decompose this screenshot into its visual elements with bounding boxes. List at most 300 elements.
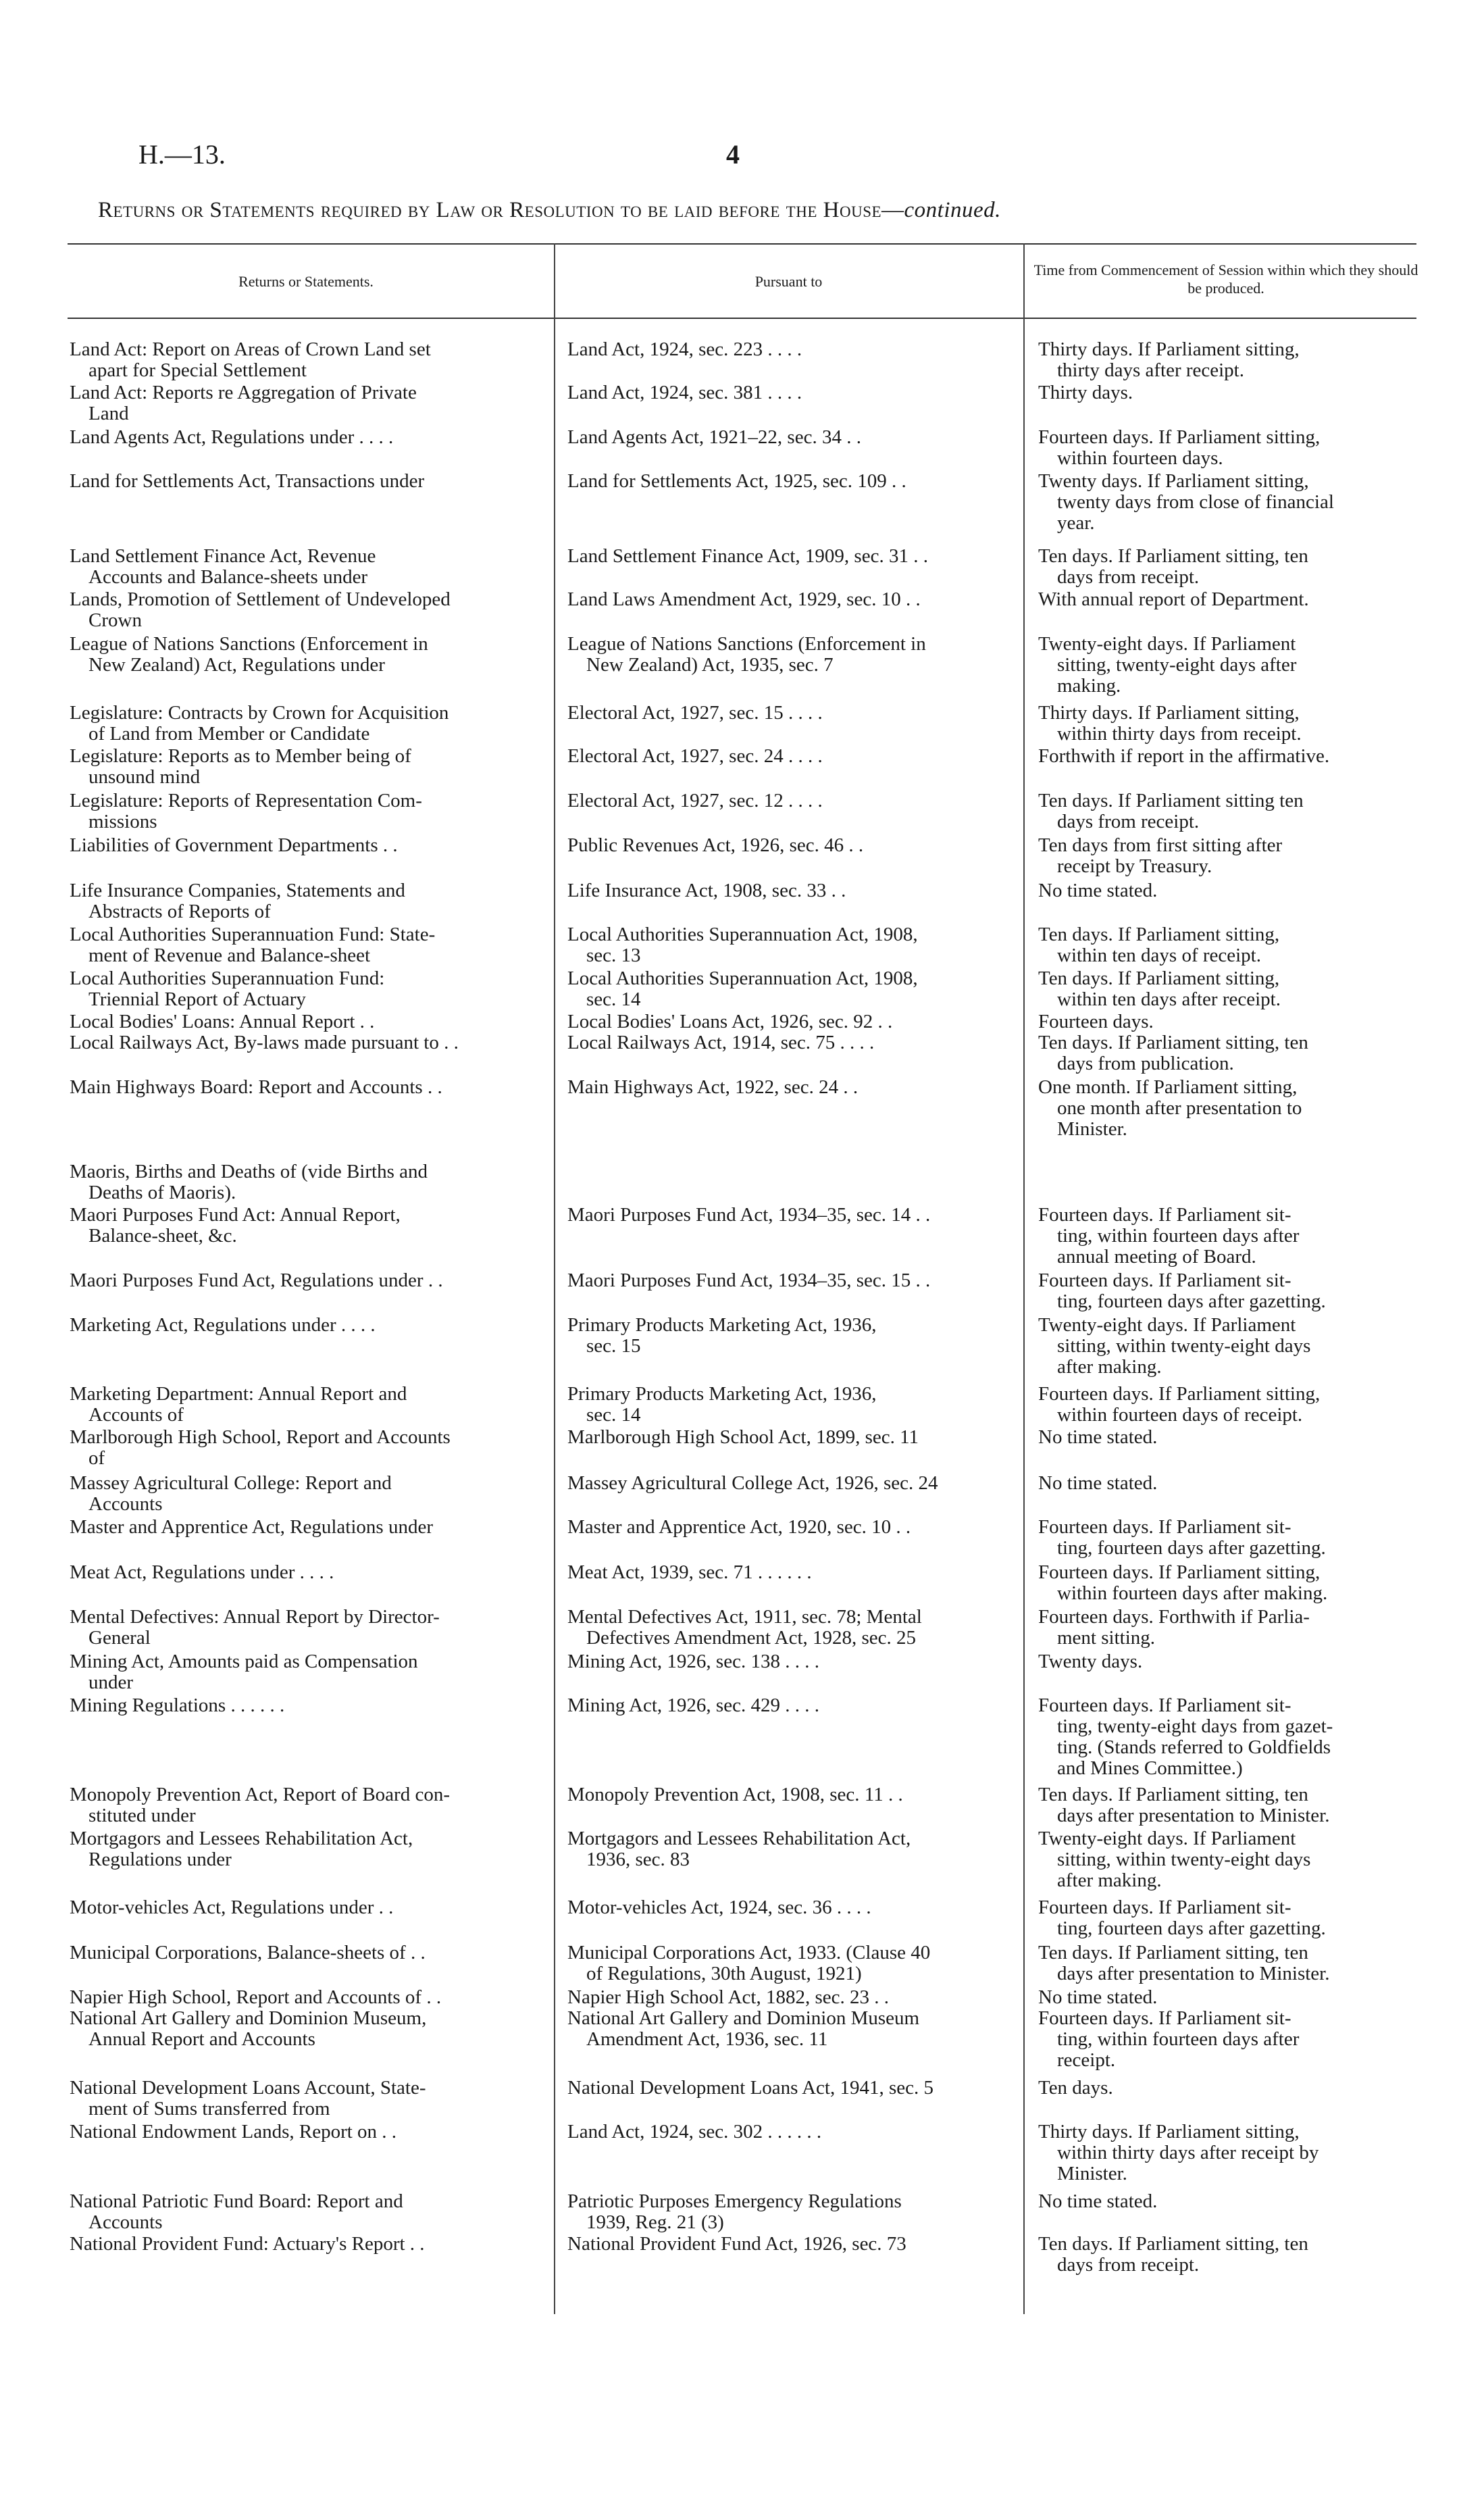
cell-line: New Zealand) Act, 1935, sec. 7 [586, 654, 834, 676]
returns-cell [70, 1828, 542, 1870]
cell-line: With annual report of Department. [1038, 588, 1309, 610]
returns-cell [70, 1943, 542, 1963]
cell-line: of Regulations, 30th August, 1921) [586, 1963, 862, 1984]
pursuant-cell [567, 546, 1006, 567]
cell-line: Accounts of [88, 1404, 184, 1426]
cell-line: days from receipt. [1057, 811, 1200, 832]
cell-line: 1939, Reg. 21 (3) [586, 2211, 724, 2233]
returns-cell [70, 703, 542, 745]
cell-line: Fourteen days. If Parliament sit- [1038, 1204, 1291, 1226]
cell-line: Municipal Corporations, Balance-sheets of . . [70, 1942, 426, 1963]
cell-line: days from publication. [1057, 1053, 1234, 1074]
cell-line: National Development Loans Act, 1941, sec. 5 [567, 2077, 934, 2099]
cell-line: ment sitting. [1057, 1627, 1155, 1649]
pursuant-cell [567, 1943, 1006, 1984]
pursuant-cell [567, 382, 1006, 403]
cell-line: Ten days. If Parliament sitting, [1038, 924, 1280, 945]
cell-line: Fourteen days. Forthwith if Parlia- [1038, 1606, 1310, 1628]
returns-cell [70, 968, 542, 1010]
pursuant-cell [567, 1784, 1006, 1805]
cell-line: days after presentation to Minister. [1057, 1963, 1330, 1984]
returns-cell [70, 546, 542, 588]
time-cell [1038, 589, 1416, 610]
cell-line: No time stated. [1038, 880, 1158, 901]
column-header-time: Time from Commencement of Session within which they should be produced. [1033, 261, 1418, 297]
cell-line: Monopoly Prevention Act, Report of Board con- [70, 1784, 450, 1805]
pursuant-cell [567, 1315, 1006, 1357]
cell-line: National Provident Fund Act, 1926, sec. 73 [567, 2233, 906, 2255]
cell-line: Mining Act, 1926, sec. 138 . . . . [567, 1651, 819, 1672]
time-cell [1038, 2008, 1416, 2071]
cell-line: Crown [88, 609, 142, 631]
cell-line: Main Highways Board: Report and Accounts . . [70, 1076, 442, 1098]
cell-line: Land Act, 1924, sec. 381 . . . . [567, 382, 802, 403]
cell-line: League of Nations Sanctions (Enforcement in [567, 633, 926, 655]
cell-line: Accounts and Balance-sheets under [88, 566, 368, 588]
cell-line: after making. [1057, 1356, 1162, 1378]
returns-cell [70, 1011, 542, 1032]
time-cell [1038, 1270, 1416, 1312]
cell-line: Annual Report and Accounts [88, 2028, 315, 2050]
pursuant-cell [567, 634, 1006, 676]
cell-line: Minister. [1057, 1118, 1127, 1140]
pursuant-cell [567, 2008, 1006, 2050]
time-cell [1038, 1517, 1416, 1559]
cell-line: Lands, Promotion of Settlement of Undeveloped [70, 588, 451, 610]
header-top-rule [68, 243, 1416, 245]
time-cell [1038, 1651, 1416, 1672]
cell-line: Ten days. If Parliament sitting, ten [1038, 2233, 1308, 2255]
cell-line: Electoral Act, 1927, sec. 12 . . . . [567, 790, 823, 811]
cell-line: Maori Purposes Fund Act: Annual Report, [70, 1204, 401, 1226]
returns-cell [70, 1427, 542, 1469]
cell-line: after making. [1057, 1870, 1162, 1891]
cell-line: Napier High School, Report and Accounts of . . [70, 1986, 442, 2008]
cell-line: sec. 13 [586, 945, 641, 966]
cell-line: ting, fourteen days after gazetting. [1057, 1290, 1326, 1312]
cell-line: Ten days. If Parliament sitting, ten [1038, 545, 1308, 567]
cell-line: Minister. [1057, 2163, 1127, 2184]
returns-cell [70, 791, 542, 832]
cell-line: Fourteen days. If Parliament sitting, [1038, 1561, 1321, 1583]
pursuant-cell [567, 2191, 1006, 2233]
cell-line: ting, fourteen days after gazetting. [1057, 1537, 1326, 1559]
cell-line: National Patriotic Fund Board: Report and [70, 2190, 403, 2212]
cell-line: National Development Loans Account, State- [70, 2077, 426, 2099]
pursuant-cell [567, 1205, 1006, 1226]
cell-line: Maori Purposes Fund Act, 1934–35, sec. 14 . . [567, 1204, 931, 1226]
cell-line: Land Settlement Finance Act, 1909, sec. 31 . . [567, 545, 928, 567]
pursuant-cell [567, 791, 1006, 811]
cell-line: Twenty days. [1038, 1651, 1143, 1672]
returns-cell [70, 835, 542, 856]
cell-line: Fourteen days. If Parliament sit- [1038, 1516, 1291, 1538]
time-cell [1038, 703, 1416, 745]
pursuant-cell [567, 2122, 1006, 2142]
returns-cell [70, 2078, 542, 2120]
cell-line: within fourteen days after making. [1057, 1582, 1328, 1604]
pursuant-cell [567, 1897, 1006, 1918]
cell-line: Mortgagors and Lessees Rehabilitation Act, [70, 1828, 413, 1849]
cell-line: Marketing Act, Regulations under . . . . [70, 1314, 376, 1336]
cell-line: within ten days after receipt. [1057, 988, 1281, 1010]
returns-cell [70, 589, 542, 631]
cell-line: Ten days. [1038, 2077, 1113, 2099]
cell-line: Abstracts of Reports of [88, 901, 271, 922]
pursuant-cell [567, 1077, 1006, 1098]
page-title [98, 198, 1381, 223]
cell-line: Life Insurance Act, 1908, sec. 33 . . [567, 880, 846, 901]
pursuant-cell [567, 1384, 1006, 1426]
pursuant-cell [567, 1987, 1006, 2008]
time-cell [1038, 1384, 1416, 1426]
cell-line: Ten days. If Parliament sitting, [1038, 968, 1280, 989]
cell-line: Patriotic Purposes Emergency Regulations [567, 2190, 902, 2212]
pursuant-cell [567, 1473, 1006, 1494]
cell-line: No time stated. [1038, 1426, 1158, 1448]
cell-line: Maori Purposes Fund Act, Regulations under . . [70, 1270, 443, 1291]
cell-line: Twenty-eight days. If Parliament [1038, 633, 1296, 655]
cell-line: Thirty days. If Parliament sitting, [1038, 2121, 1300, 2142]
returns-cell [70, 1987, 542, 2008]
cell-line: New Zealand) Act, Regulations under [88, 654, 385, 676]
pursuant-cell [567, 2234, 1006, 2255]
cell-line: Local Bodies' Loans Act, 1926, sec. 92 . . [567, 1011, 893, 1032]
returns-cell [70, 427, 542, 448]
column-header-pursuant: Pursuant to [754, 273, 823, 290]
cell-line: ting, within fourteen days after [1057, 1225, 1300, 1247]
pursuant-cell [567, 1695, 1006, 1716]
pursuant-cell [567, 339, 1006, 360]
cell-line: unsound mind [88, 766, 201, 788]
cell-line: Land Settlement Finance Act, Revenue [70, 545, 376, 567]
pursuant-cell [567, 703, 1006, 724]
returns-cell [70, 2008, 542, 2050]
cell-line: within ten days of receipt. [1057, 945, 1261, 966]
cell-line: Primary Products Marketing Act, 1936, [567, 1383, 877, 1405]
time-cell [1038, 1607, 1416, 1649]
cell-line: thirty days after receipt. [1057, 359, 1244, 381]
returns-cell [70, 1077, 542, 1098]
cell-line: Maori Purposes Fund Act, 1934–35, sec. 15 . . [567, 1270, 931, 1291]
cell-line: Napier High School Act, 1882, sec. 23 . . [567, 1986, 890, 2008]
title-continued: continued. [904, 198, 1001, 222]
cell-line: within thirty days after receipt by [1057, 2142, 1319, 2163]
cell-line: missions [88, 811, 157, 832]
cell-line: Local Bodies' Loans: Annual Report . . [70, 1011, 375, 1032]
time-cell [1038, 835, 1416, 877]
cell-line: Local Authorities Superannuation Fund: State- [70, 924, 436, 945]
cell-line: Land for Settlements Act, Transactions under [70, 470, 425, 492]
returns-cell [70, 382, 542, 424]
cell-line: Fourteen days. [1038, 1011, 1154, 1032]
column-divider-1 [554, 243, 555, 2314]
cell-line: Local Railways Act, 1914, sec. 75 . . . . [567, 1032, 875, 1053]
cell-line: sec. 14 [586, 1404, 641, 1426]
returns-cell [70, 634, 542, 676]
cell-line: Local Authorities Superannuation Act, 1908, [567, 924, 918, 945]
cell-line: Thirty days. [1038, 382, 1133, 403]
cell-line: ting. (Stands referred to Goldfields [1057, 1736, 1331, 1758]
cell-line: ting, fourteen days after gazetting. [1057, 1918, 1326, 1939]
returns-cell [70, 1562, 542, 1583]
returns-cell [70, 2122, 542, 2142]
cell-line: within fourteen days. [1057, 447, 1223, 469]
cell-line: of [88, 1447, 105, 1469]
cell-line: Massey Agricultural College: Report and [70, 1472, 392, 1494]
pursuant-cell [567, 746, 1006, 767]
pursuant-cell [567, 835, 1006, 856]
cell-line: Monopoly Prevention Act, 1908, sec. 11 . . [567, 1784, 903, 1805]
page-number: 4 [726, 139, 740, 170]
cell-line: No time stated. [1038, 1986, 1158, 2008]
cell-line: Main Highways Act, 1922, sec. 24 . . [567, 1076, 859, 1098]
time-cell [1038, 1987, 1416, 2008]
cell-line: within fourteen days of receipt. [1057, 1404, 1303, 1426]
cell-line: Land Agents Act, Regulations under . . . . [70, 426, 394, 448]
time-cell [1038, 1077, 1416, 1140]
cell-line: Mental Defectives Act, 1911, sec. 78; Mental [567, 1606, 922, 1628]
cell-line: Electoral Act, 1927, sec. 15 . . . . [567, 702, 823, 724]
pursuant-cell [567, 1270, 1006, 1291]
column-header-returns: Returns or Statements. [238, 273, 374, 290]
cell-line: Amendment Act, 1936, sec. 11 [586, 2028, 828, 2050]
document-reference: H.—13. [138, 139, 226, 170]
cell-line: Master and Apprentice Act, 1920, sec. 10 . . [567, 1516, 911, 1538]
cell-line: Ten days. If Parliament sitting, ten [1038, 1032, 1308, 1053]
returns-cell [70, 1517, 542, 1538]
cell-line: Primary Products Marketing Act, 1936, [567, 1314, 877, 1336]
returns-cell [70, 1384, 542, 1426]
time-cell [1038, 471, 1416, 534]
cell-line: days from receipt. [1057, 2254, 1200, 2276]
time-cell [1038, 880, 1416, 901]
cell-line: Twenty-eight days. If Parliament [1038, 1828, 1296, 1849]
cell-line: Ten days. If Parliament sitting, ten [1038, 1942, 1308, 1963]
cell-line: days from receipt. [1057, 566, 1200, 588]
time-cell [1038, 1032, 1416, 1074]
cell-line: Motor-vehicles Act, Regulations under . . [70, 1897, 394, 1918]
pursuant-cell [567, 1032, 1006, 1053]
time-cell [1038, 1828, 1416, 1891]
cell-line: one month after presentation to [1057, 1097, 1302, 1119]
pursuant-cell [567, 471, 1006, 492]
cell-line: Land [88, 403, 129, 424]
time-cell [1038, 791, 1416, 832]
cell-line: Regulations under [88, 1849, 232, 1870]
cell-line: Meat Act, 1939, sec. 71 . . . . . . [567, 1561, 812, 1583]
cell-line: sitting, twenty-eight days after [1057, 654, 1297, 676]
cell-line: National Endowment Lands, Report on . . [70, 2121, 397, 2142]
column-divider-2 [1023, 243, 1025, 2314]
time-cell [1038, 924, 1416, 966]
cell-line: Marketing Department: Annual Report and [70, 1383, 407, 1405]
cell-line: General [88, 1627, 151, 1649]
cell-line: making. [1057, 675, 1121, 697]
pursuant-cell [567, 1427, 1006, 1448]
time-cell [1038, 382, 1416, 403]
cell-line: stituted under [88, 1805, 196, 1826]
returns-cell [70, 471, 542, 492]
cell-line: Ten days. If Parliament sitting, ten [1038, 1784, 1308, 1805]
time-cell [1038, 746, 1416, 767]
cell-line: Public Revenues Act, 1926, sec. 46 . . [567, 834, 864, 856]
pursuant-cell [567, 968, 1006, 1010]
time-cell [1038, 1011, 1416, 1032]
cell-line: Land Laws Amendment Act, 1929, sec. 10 . . [567, 588, 921, 610]
cell-line: Legislature: Reports of Representation Com- [70, 790, 422, 811]
cell-line: Liabilities of Government Departments . . [70, 834, 398, 856]
cell-line: Accounts [88, 2211, 163, 2233]
header-bottom-rule [68, 318, 1416, 319]
cell-line: Massey Agricultural College Act, 1926, sec. 24 [567, 1472, 938, 1494]
cell-line: ting, twenty-eight days from gazet- [1057, 1715, 1333, 1737]
cell-line: League of Nations Sanctions (Enforcement in [70, 633, 428, 655]
cell-line: Fourteen days. If Parliament sit- [1038, 2007, 1291, 2029]
cell-line: 1936, sec. 83 [586, 1849, 690, 1870]
cell-line: Thirty days. If Parliament sitting, [1038, 702, 1300, 724]
time-cell [1038, 634, 1416, 697]
time-cell [1038, 1784, 1416, 1826]
cell-line: Triennial Report of Actuary [88, 988, 306, 1010]
returns-cell [70, 746, 542, 788]
cell-line: of Land from Member or Candidate [88, 723, 370, 745]
returns-cell [70, 1032, 542, 1053]
cell-line: ting, within fourteen days after [1057, 2028, 1300, 2050]
returns-cell [70, 1897, 542, 1918]
cell-line: Defectives Amendment Act, 1928, sec. 25 [586, 1627, 917, 1649]
cell-line: Mortgagors and Lessees Rehabilitation Act, [567, 1828, 911, 1849]
cell-line: Legislature: Reports as to Member being of [70, 745, 411, 767]
pursuant-cell [567, 1828, 1006, 1870]
cell-line: Fourteen days. If Parliament sitting, [1038, 426, 1321, 448]
returns-cell [70, 1270, 542, 1291]
returns-cell [70, 1695, 542, 1716]
cell-line: twenty days from close of financial [1057, 491, 1334, 513]
cell-line: days after presentation to Minister. [1057, 1805, 1330, 1826]
pursuant-cell [567, 880, 1006, 901]
cell-line: sitting, within twenty-eight days [1057, 1335, 1311, 1357]
cell-line: Land Act, 1924, sec. 302 . . . . . . [567, 2121, 822, 2142]
cell-line: within thirty days from receipt. [1057, 723, 1302, 745]
cell-line: ment of Revenue and Balance-sheet [88, 945, 371, 966]
time-cell [1038, 1943, 1416, 1984]
time-cell [1038, 2234, 1416, 2276]
cell-line: Legislature: Contracts by Crown for Acquisition [70, 702, 449, 724]
pursuant-cell [567, 1651, 1006, 1672]
cell-line: receipt by Treasury. [1057, 855, 1212, 877]
cell-line: under [88, 1672, 134, 1693]
pursuant-cell [567, 1607, 1006, 1649]
returns-cell [70, 1651, 542, 1693]
cell-line: Mining Regulations . . . . . . [70, 1695, 285, 1716]
time-cell [1038, 1315, 1416, 1378]
cell-line: year. [1057, 512, 1095, 534]
returns-cell [70, 1473, 542, 1515]
pursuant-cell [567, 2078, 1006, 2099]
cell-line: Land Agents Act, 1921–22, sec. 34 . . [567, 426, 861, 448]
returns-cell [70, 1205, 542, 1247]
cell-line: Land for Settlements Act, 1925, sec. 109 . . [567, 470, 906, 492]
cell-line: Accounts [88, 1493, 163, 1515]
cell-line: National Art Gallery and Dominion Museum, [70, 2007, 427, 2029]
cell-line: ment of Sums transferred from [88, 2098, 330, 2120]
cell-line: Life Insurance Companies, Statements and [70, 880, 405, 901]
pursuant-cell [567, 1517, 1006, 1538]
cell-line: sec. 15 [586, 1335, 641, 1357]
cell-line: annual meeting of Board. [1057, 1246, 1256, 1268]
cell-line: apart for Special Settlement [88, 359, 307, 381]
cell-line: One month. If Parliament sitting, [1038, 1076, 1298, 1098]
cell-line: Ten days. If Parliament sitting ten [1038, 790, 1304, 811]
cell-line: Maoris, Births and Deaths of (vide Births and [70, 1161, 428, 1182]
returns-cell [70, 1315, 542, 1336]
time-cell [1038, 339, 1416, 381]
cell-line: receipt. [1057, 2049, 1116, 2071]
time-cell [1038, 968, 1416, 1010]
cell-line: Local Authorities Superannuation Act, 1908, [567, 968, 918, 989]
cell-line: National Provident Fund: Actuary's Report . . [70, 2233, 425, 2255]
returns-cell [70, 1607, 542, 1649]
pursuant-cell [567, 924, 1006, 966]
cell-line: No time stated. [1038, 2190, 1158, 2212]
time-cell [1038, 2078, 1416, 2099]
cell-line: sitting, within twenty-eight days [1057, 1849, 1311, 1870]
cell-line: Electoral Act, 1927, sec. 24 . . . . [567, 745, 823, 767]
cell-line: Fourteen days. If Parliament sit- [1038, 1270, 1291, 1291]
time-cell [1038, 1427, 1416, 1448]
cell-line: Twenty-eight days. If Parliament [1038, 1314, 1296, 1336]
cell-line: Land Act: Report on Areas of Crown Land set [70, 339, 431, 360]
cell-line: Twenty days. If Parliament sitting, [1038, 470, 1309, 492]
cell-line: No time stated. [1038, 1472, 1158, 1494]
cell-line: Motor-vehicles Act, 1924, sec. 36 . . . . [567, 1897, 871, 1918]
cell-line: Mining Act, Amounts paid as Compensation [70, 1651, 418, 1672]
cell-line: Marlborough High School Act, 1899, sec. 11 [567, 1426, 919, 1448]
cell-line: Fourteen days. If Parliament sit- [1038, 1897, 1291, 1918]
pursuant-cell [567, 589, 1006, 610]
time-cell [1038, 546, 1416, 588]
cell-line: sec. 14 [586, 988, 641, 1010]
time-cell [1038, 1695, 1416, 1779]
cell-line: Mining Act, 1926, sec. 429 . . . . [567, 1695, 819, 1716]
time-cell [1038, 2122, 1416, 2184]
cell-line: Balance-sheet, &c. [88, 1225, 237, 1247]
time-cell [1038, 1205, 1416, 1268]
cell-line: Ten days from first sitting after [1038, 834, 1283, 856]
cell-line: Master and Apprentice Act, Regulations under [70, 1516, 433, 1538]
pursuant-cell [567, 1562, 1006, 1583]
returns-cell [70, 2234, 542, 2255]
cell-line: Land Act, 1924, sec. 223 . . . . [567, 339, 802, 360]
cell-line: Fourteen days. If Parliament sitting, [1038, 1383, 1321, 1405]
returns-cell [70, 2191, 542, 2233]
time-cell [1038, 1562, 1416, 1604]
cell-line: Land Act: Reports re Aggregation of Private [70, 382, 417, 403]
cell-line: Marlborough High School, Report and Accounts [70, 1426, 451, 1448]
time-cell [1038, 427, 1416, 469]
cell-line: Thirty days. If Parliament sitting, [1038, 339, 1300, 360]
cell-line: Local Authorities Superannuation Fund: [70, 968, 385, 989]
time-cell [1038, 1473, 1416, 1494]
returns-cell [70, 1161, 542, 1203]
cell-line: and Mines Committee.) [1057, 1757, 1243, 1779]
cell-line: Meat Act, Regulations under . . . . [70, 1561, 334, 1583]
pursuant-cell [567, 427, 1006, 448]
time-cell [1038, 1897, 1416, 1939]
returns-cell [70, 339, 542, 381]
returns-cell [70, 924, 542, 966]
